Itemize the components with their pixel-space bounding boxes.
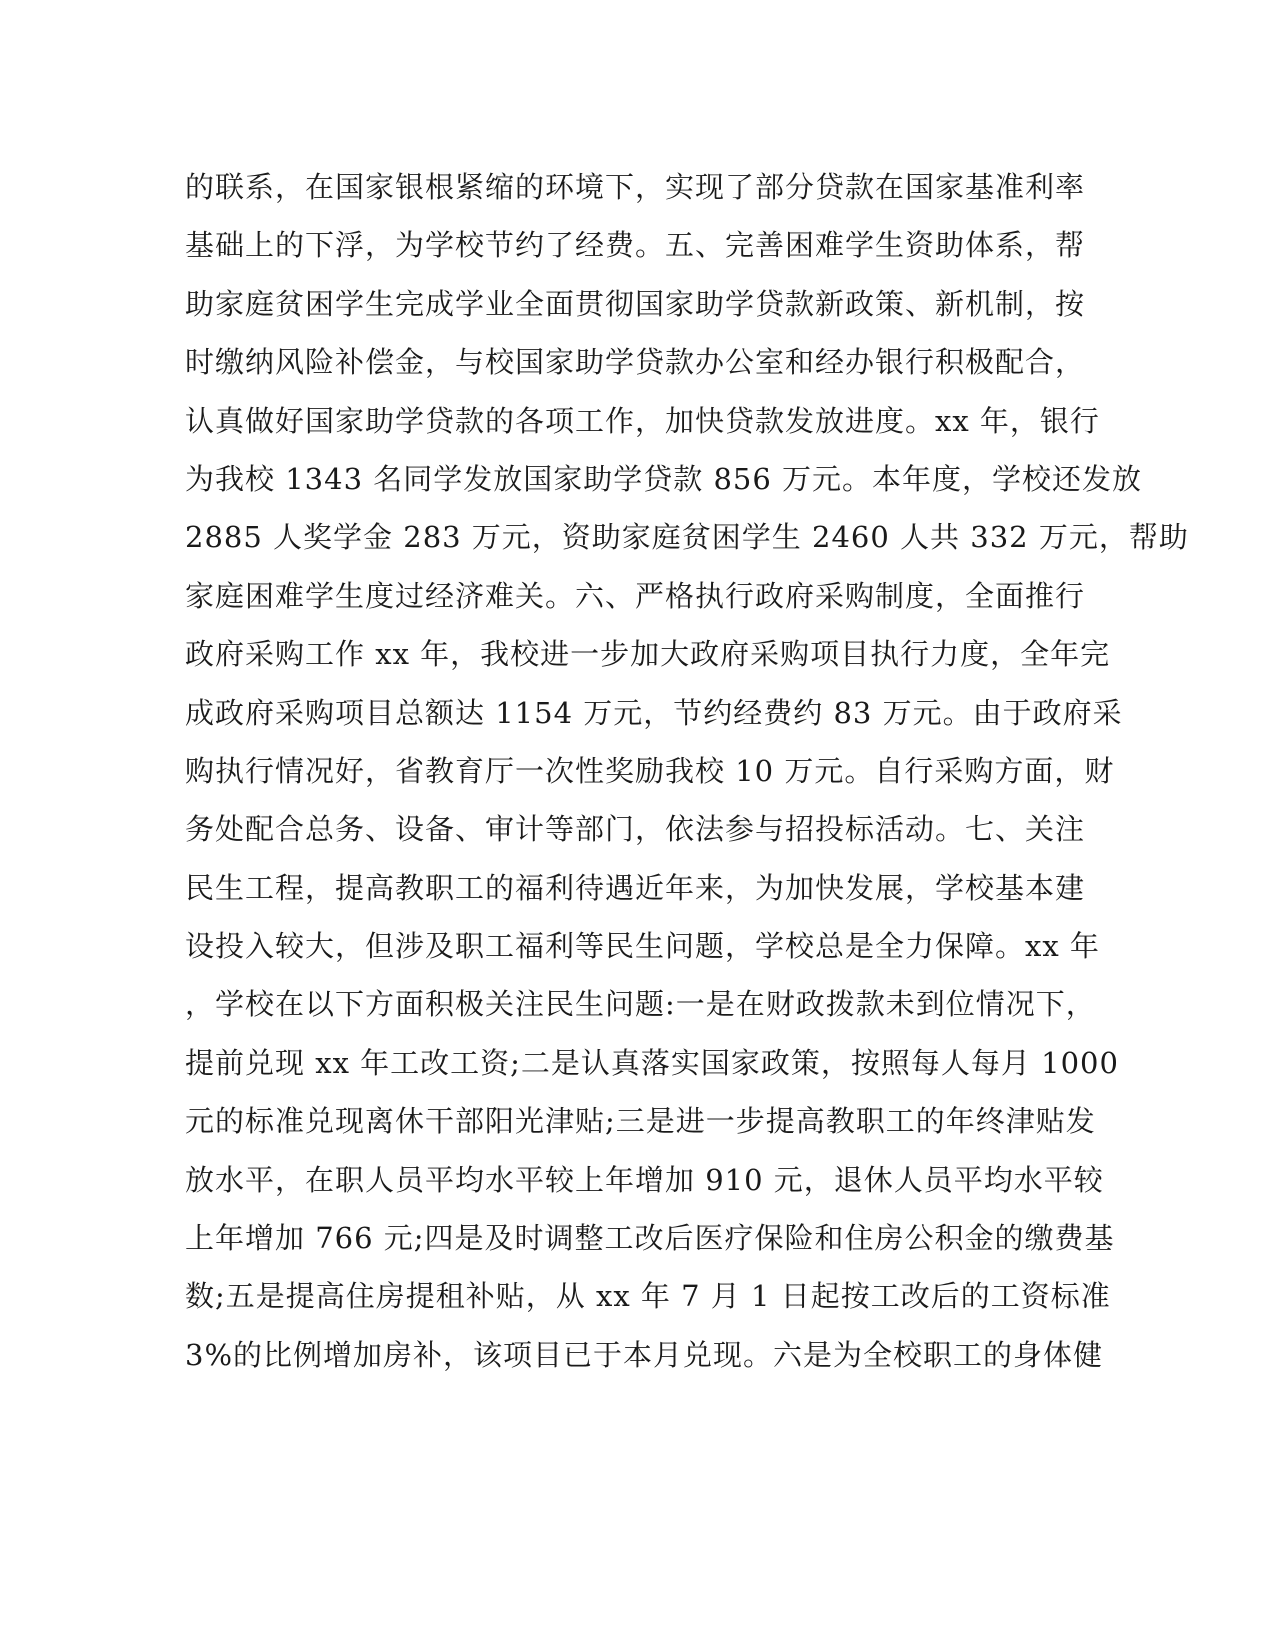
- text-line-13: 民生工程，提高教职工的福利待遇近年来，为加快发展，学校基本建: [185, 870, 1086, 905]
- text-line-9: 政府采购工作 xx 年，我校进一步加大政府采购项目执行力度，全年完: [185, 637, 1111, 672]
- text-line-11: 购执行情况好，省教育厅一次性奖励我校 10 万元。自行采购方面，财: [185, 753, 1115, 788]
- text-line-1: 的联系，在国家银根紧缩的环境下，实现了部分贷款在国家基准利率: [185, 170, 1086, 204]
- text-line-19: 上年增加 766 元;四是及时调整工改后医疗保险和住房公积金的缴费基: [185, 1221, 1115, 1256]
- text-line-18: 放水平，在职人员平均水平较上年增加 910 元，退休人员平均水平较: [185, 1162, 1104, 1197]
- text-line-6: 为我校 1343 名同学发放国家助学贷款 856 万元。本年度，学校还发放: [185, 461, 1143, 496]
- text-line-17: 元的标准兑现离休干部阳光津贴;三是进一步提高教职工的年终津贴发: [185, 1104, 1096, 1139]
- text-line-7: 2885 人奖学金 283 万元，资助家庭贫困学生 2460 人共 332 万元，帮助: [185, 520, 1189, 555]
- text-line-14: 设投入较大，但涉及职工福利等民生问题，学校总是全力保障。xx 年: [185, 929, 1100, 964]
- text-line-3: 助家庭贫困学生完成学业全面贯彻国家助学贷款新政策、新机制，按: [185, 286, 1086, 321]
- text-line-21: 3%的比例增加房补，该项目已于本月兑现。六是为全校职工的身体健: [185, 1337, 1104, 1372]
- text-line-16: 提前兑现 xx 年工改工资;二是认真落实国家政策，按照每人每月 1000: [185, 1045, 1119, 1080]
- text-line-15: ，学校在以下方面积极关注民生问题:一是在财政拨款未到位情况下，: [185, 987, 1096, 1022]
- text-line-20: 数;五是提高住房提租补贴，从 xx 年 7 月 1 日起按工改后的工资标准: [185, 1279, 1111, 1314]
- text-line-4: 时缴纳风险补偿金，与校国家助学贷款办公室和经办银行积极配合，: [185, 345, 1086, 380]
- body-paragraph: [185, 158, 1189, 1384]
- text-line-8: 家庭困难学生度过经济难关。六、严格执行政府采购制度，全面推行: [185, 578, 1086, 613]
- text-line-12: 务处配合总务、设备、审计等部门，依法参与招投标活动。七、关注: [185, 812, 1086, 847]
- text-line-10: 成政府采购项目总额达 1154 万元，节约经费约 83 万元。由于政府采: [185, 695, 1123, 730]
- text-line-5: 认真做好国家助学贷款的各项工作，加快贷款发放进度。xx 年，银行: [185, 403, 1100, 438]
- text-line-2: 基础上的下浮，为学校节约了经费。五、完善困难学生资助体系，帮: [185, 228, 1086, 263]
